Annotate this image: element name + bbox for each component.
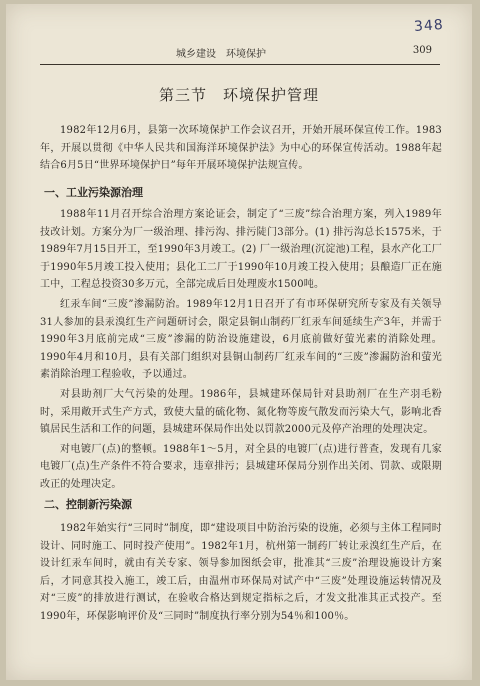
subsection-1-body — [40, 206, 442, 496]
paragraph: 对县助剂厂大气污染的处理。1986年，县城建环保局针对县助剂厂在生产羽毛粉时，采用敞开式生产方式，致使大量的硫化物、氮化物等废气散发而污染大气，影响北香镇居民生活和工作的问题，县城建环保局作出处以罚款2000元及停产治理的处理决定。 — [40, 388, 442, 436]
book-page — [6, 4, 472, 680]
intro-block — [40, 122, 442, 177]
paragraph: 1982年始实行“三同时”制度，即“建设项目中防治污染的设施，必须与主体工程同时设计、同时施工、同时投产使用”。1982年1月，杭州第一制药厂转让汞溴红生产后，在设计红汞车间时，就由有关专家、领导参加图纸会审，批准其“三废”治理设施设计方案后，才同意其投入施工，竣工后，由温州市环保局对试产中“三废”处理设施运转情况及对“三废”的排放进行测试，在验收合格达到规定指标之后，才发文批准其正式投产。至1990年，环保影响评价及“三同时”制度执行率分别为54％和100％。 — [40, 523, 442, 622]
paragraph: 1988年11月召开综合治理方案论证会，制定了“三废”综合治理方案，列入1989年技改计划。方案分为厂一级治理、排污沟、排污陡门3部分。(1) 排污沟总长1575米，于1989年7月15日开工，至1990年3月竣工。(2) 厂一级治理(沉淀池)工程，县水产化工厂于1990年5月竣工投入使用；县化工二厂于1990年10月竣工投入使用；县酿造厂正在施工中，工程总投资30多万元，全部完成后日处理废水1500吨。 — [40, 209, 442, 291]
section-title: 第三节 环境保护管理 — [158, 86, 319, 104]
subsection-2-body — [40, 520, 442, 628]
handwritten-page-annotation: 348 — [413, 16, 445, 36]
running-head: 城乡建设 环境保护 — [176, 49, 266, 60]
page-number: 309 — [412, 45, 432, 56]
subsection-heading-1: 一、工业污染源治理 — [44, 186, 143, 199]
subsection-heading-2: 二、控制新污染源 — [44, 498, 132, 511]
page-header — [40, 44, 440, 65]
paragraph: 红汞车间“三废”渗漏防治。1989年12月1日召开了有市环保研究所专家及有关领导31人参加的县汞溴红生产问题研讨会，限定县铜山制药厂红汞车间延续生产3年，并需于1990年3月底前完成“三废”渗漏的防治设施建设，6月底前做好萤光素的消除处理。1990年4月和10月，县有关部门组织对县铜山制药厂红汞车间的“三废”渗漏防治和萤光素消除治理工程验收，予以通过。 — [40, 298, 442, 381]
paragraph: 对电镀厂(点)的整顿。1988年1～5月，对全县的电镀厂(点)进行普查，发现有几家电镀厂(点)生产条件不符合要求，违章排污；县城建环保局分别作出关闭、罚款、或限期改正的处理决定。 — [40, 443, 442, 490]
intro-paragraph: 1982年12月6月，县第一次环境保护工作会议召开，开始开展环保宣传工作。1983年，开展以贯彻《中华人民共和国海洋环境保护法》为中心的环保宣传活动。1988年起结合6月5日“世界环境保护日”每年开展环境保护法规宣传。 — [40, 125, 442, 172]
